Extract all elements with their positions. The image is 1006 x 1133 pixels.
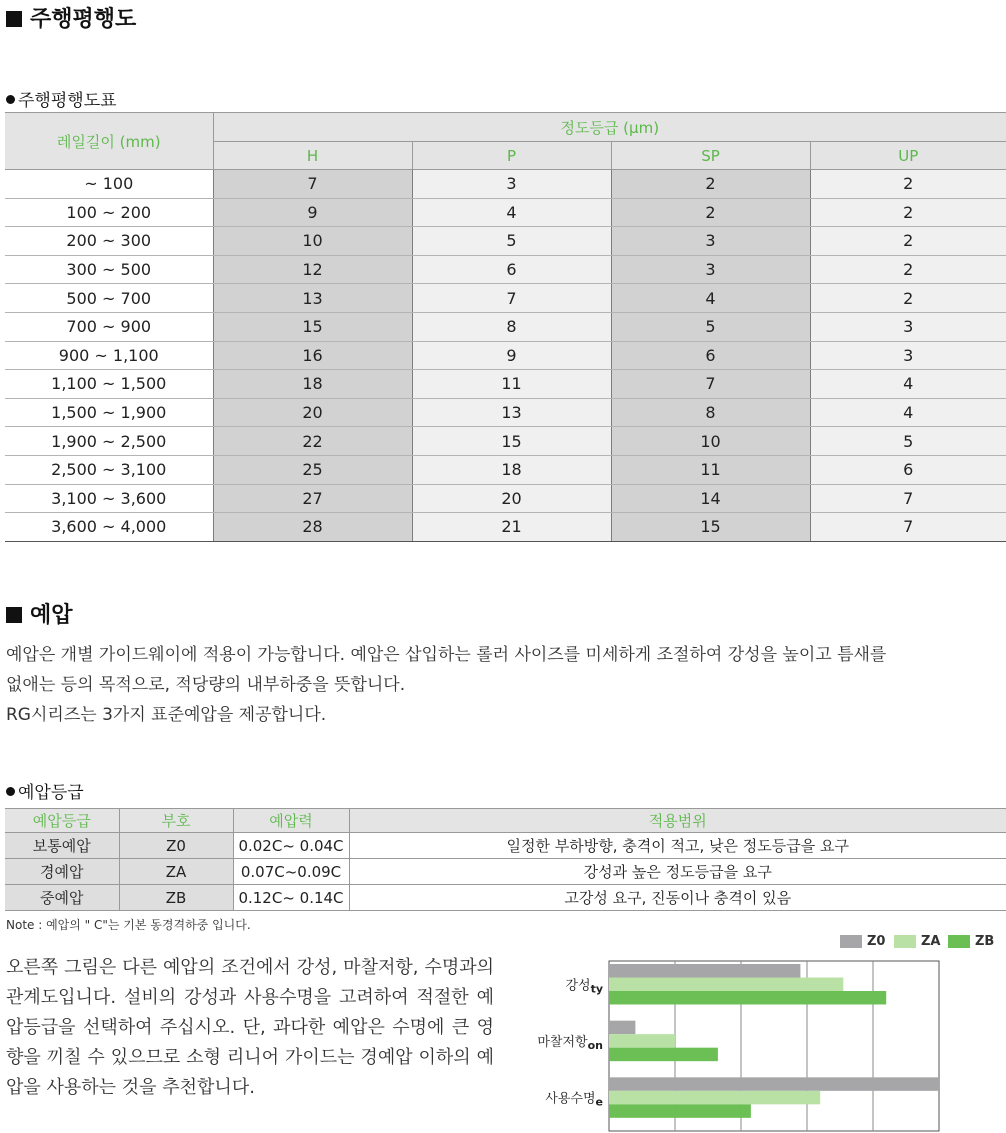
- grade-value-cell: 4: [412, 198, 611, 227]
- rail-length-cell: 500 ~ 700: [5, 284, 213, 313]
- parallelism-table: [5, 112, 1006, 542]
- header-application-range: 적용범위: [349, 809, 1006, 833]
- grade-value-cell: 4: [810, 370, 1006, 399]
- rail-length-cell: 1,500 ~ 1,900: [5, 398, 213, 427]
- rail-length-cell: 2,500 ~ 3,100: [5, 455, 213, 484]
- preload-paragraph-1: 예압은 개별 가이드웨이에 적용이 가능합니다. 예압은 삽입하는 롤러 사이즈를 미세하게 조절하여 강성을 높이고 틈새를: [6, 645, 887, 665]
- grade-value-cell: 15: [213, 312, 412, 341]
- table-row: [5, 484, 1006, 513]
- table-row: [5, 284, 1006, 313]
- legend-label-zb: ZB: [975, 934, 995, 949]
- section-title-text: 주행평행도: [30, 7, 137, 32]
- chart-description: 오른쪽 그림은 다른 예압의 조건에서 강성, 마찰저항, 수명과의 관계도입니다. 설비의 강성과 사용수명을 고려하여 적절한 예압등급을 선택하여 주십시오. 단, 과다한 예압은 수명에 큰 영향을 끼칠 수 있으므로 소형 리니어 가이드는 경예압 이하의 예압을 사용하는 것을 추천합니다.: [6, 957, 494, 1098]
- grade-value-cell: 3: [412, 170, 611, 199]
- grade-value-cell: 18: [412, 455, 611, 484]
- grade-value-cell: 7: [810, 484, 1006, 513]
- grade-value-cell: 2: [810, 255, 1006, 284]
- section-title-text: 예압: [30, 603, 73, 628]
- category-subscript: e: [595, 1095, 603, 1109]
- section-title-parallelism: [6, 2, 136, 33]
- table-row: [5, 455, 1006, 484]
- legend-label-za: ZA: [921, 934, 941, 949]
- table-row: [5, 859, 1006, 885]
- bar-z0-2: [609, 1077, 939, 1091]
- preload-force-cell: 0.12C~ 0.14C: [233, 885, 349, 911]
- grade-value-cell: 3: [810, 312, 1006, 341]
- preload-force-cell: 0.07C~0.09C: [233, 859, 349, 885]
- preload-grade-cell: 중예압: [5, 885, 119, 911]
- grade-value-cell: 4: [810, 398, 1006, 427]
- bar-zb-0: [609, 991, 886, 1005]
- preload-note: Note : 예압의 " C"는 기본 동경격하중 입니다.: [6, 918, 251, 932]
- grade-value-cell: 2: [611, 198, 810, 227]
- grade-value-cell: 6: [412, 255, 611, 284]
- category-label-text: 사용수명: [545, 1091, 596, 1107]
- header-preload-force: 예압력: [233, 809, 349, 833]
- rail-length-cell: 3,600 ~ 4,000: [5, 513, 213, 542]
- rail-length-cell: ~ 100: [5, 170, 213, 199]
- table-row: [5, 312, 1006, 341]
- header-grade-h: H: [213, 142, 412, 170]
- grade-value-cell: 15: [611, 513, 810, 542]
- application-range-cell: 강성과 높은 정도등급을 요구: [349, 859, 1006, 885]
- table-row: [5, 341, 1006, 370]
- grade-value-cell: 9: [213, 198, 412, 227]
- grade-value-cell: 5: [412, 227, 611, 256]
- rail-length-cell: 900 ~ 1,100: [5, 341, 213, 370]
- table-row: [5, 427, 1006, 456]
- grade-value-cell: 11: [611, 455, 810, 484]
- rail-length-cell: 100 ~ 200: [5, 198, 213, 227]
- rail-length-cell: 700 ~ 900: [5, 312, 213, 341]
- preload-code-cell: ZB: [119, 885, 233, 911]
- table-row: [5, 370, 1006, 399]
- bullet-dot-icon: [6, 787, 15, 796]
- preload-paragraph-2: 없애는 등의 목적으로, 적당량의 내부하중을 뜻합니다.: [6, 675, 406, 695]
- subtitle-parallelism-table: [6, 86, 117, 111]
- grade-value-cell: 8: [611, 398, 810, 427]
- category-label-0: [565, 977, 603, 995]
- rail-length-cell: 3,100 ~ 3,600: [5, 484, 213, 513]
- application-range-cell: 일정한 부하방향, 충격이 적고, 낮은 정도등급을 요구: [349, 833, 1006, 859]
- category-label-text: 마찰저항: [537, 1034, 588, 1050]
- grade-value-cell: 25: [213, 455, 412, 484]
- bullet-dot-icon: [6, 95, 15, 104]
- grade-value-cell: 16: [213, 341, 412, 370]
- table-row: [5, 227, 1006, 256]
- category-subscript: ty: [590, 982, 603, 996]
- grade-value-cell: 2: [810, 227, 1006, 256]
- header-grade-p: P: [412, 142, 611, 170]
- category-label-2: [545, 1091, 603, 1109]
- rail-length-cell: 300 ~ 500: [5, 255, 213, 284]
- grade-value-cell: 13: [213, 284, 412, 313]
- grade-value-cell: 5: [611, 312, 810, 341]
- grade-value-cell: 11: [412, 370, 611, 399]
- grade-value-cell: 2: [611, 170, 810, 199]
- grade-value-cell: 7: [611, 370, 810, 399]
- bar-z0-1: [609, 1021, 635, 1034]
- subtitle-preload-table: [6, 778, 84, 803]
- grade-value-cell: 7: [810, 513, 1006, 542]
- section-title-preload: [6, 598, 73, 629]
- header-preload-grade: 예압등급: [5, 809, 119, 833]
- table-row: [5, 398, 1006, 427]
- grade-value-cell: 21: [412, 513, 611, 542]
- grade-value-cell: 7: [412, 284, 611, 313]
- table-row: [5, 513, 1006, 542]
- grade-value-cell: 6: [810, 455, 1006, 484]
- preload-relationship-chart: [530, 928, 1006, 1133]
- bar-za-2: [609, 1091, 820, 1105]
- grade-value-cell: 10: [611, 427, 810, 456]
- grade-value-cell: 3: [810, 341, 1006, 370]
- grade-value-cell: 4: [611, 284, 810, 313]
- header-rail-length: 레일길이 (mm): [5, 113, 213, 170]
- grade-value-cell: 8: [412, 312, 611, 341]
- grade-value-cell: 27: [213, 484, 412, 513]
- grade-value-cell: 2: [810, 198, 1006, 227]
- rail-length-cell: 1,100 ~ 1,500: [5, 370, 213, 399]
- preload-paragraph-3: RG시리즈는 3가지 표준예압을 제공합니다.: [6, 705, 327, 725]
- table-row: [5, 170, 1006, 199]
- grade-value-cell: 20: [412, 484, 611, 513]
- grade-value-cell: 18: [213, 370, 412, 399]
- grade-value-cell: 10: [213, 227, 412, 256]
- grade-value-cell: 2: [810, 284, 1006, 313]
- preload-force-cell: 0.02C~ 0.04C: [233, 833, 349, 859]
- bar-z0-0: [609, 964, 800, 978]
- grade-value-cell: 3: [611, 227, 810, 256]
- table-row: [5, 198, 1006, 227]
- preload-table: [5, 808, 1006, 911]
- category-subscript: on: [587, 1038, 603, 1052]
- legend-label-z0: Z0: [867, 934, 886, 949]
- preload-code-cell: Z0: [119, 833, 233, 859]
- grade-value-cell: 5: [810, 427, 1006, 456]
- preload-code-cell: ZA: [119, 859, 233, 885]
- application-range-cell: 고강성 요구, 진동이나 충격이 있음: [349, 885, 1006, 911]
- grade-value-cell: 22: [213, 427, 412, 456]
- preload-grade-cell: 경예압: [5, 859, 119, 885]
- grade-value-cell: 9: [412, 341, 611, 370]
- table-row: [5, 833, 1006, 859]
- square-bullet-icon: [6, 11, 22, 27]
- grade-value-cell: 7: [213, 170, 412, 199]
- grade-value-cell: 14: [611, 484, 810, 513]
- grade-value-cell: 12: [213, 255, 412, 284]
- grade-value-cell: 6: [611, 341, 810, 370]
- square-bullet-icon: [6, 607, 22, 623]
- grade-value-cell: 3: [611, 255, 810, 284]
- header-accuracy-grade: 정도등급 (μm): [213, 113, 1006, 142]
- rail-length-cell: 1,900 ~ 2,500: [5, 427, 213, 456]
- table-row: [5, 255, 1006, 284]
- grade-value-cell: 28: [213, 513, 412, 542]
- chart-plot: [530, 928, 1006, 1133]
- bar-zb-2: [609, 1104, 751, 1118]
- grade-value-cell: 13: [412, 398, 611, 427]
- subtitle-text: 주행평행도표: [18, 91, 117, 111]
- category-label-text: 강성: [565, 978, 591, 994]
- header-grade-sp: SP: [611, 142, 810, 170]
- grade-value-cell: 2: [810, 170, 1006, 199]
- grade-value-cell: 20: [213, 398, 412, 427]
- bar-zb-1: [609, 1048, 718, 1062]
- header-code: 부호: [119, 809, 233, 833]
- rail-length-cell: 200 ~ 300: [5, 227, 213, 256]
- bar-za-1: [609, 1034, 675, 1048]
- table-row: [5, 885, 1006, 911]
- grade-value-cell: 15: [412, 427, 611, 456]
- subtitle-text: 예압등급: [18, 783, 84, 803]
- preload-grade-cell: 보통예압: [5, 833, 119, 859]
- bar-za-0: [609, 978, 843, 992]
- header-grade-up: UP: [810, 142, 1006, 170]
- category-label-1: [537, 1034, 603, 1052]
